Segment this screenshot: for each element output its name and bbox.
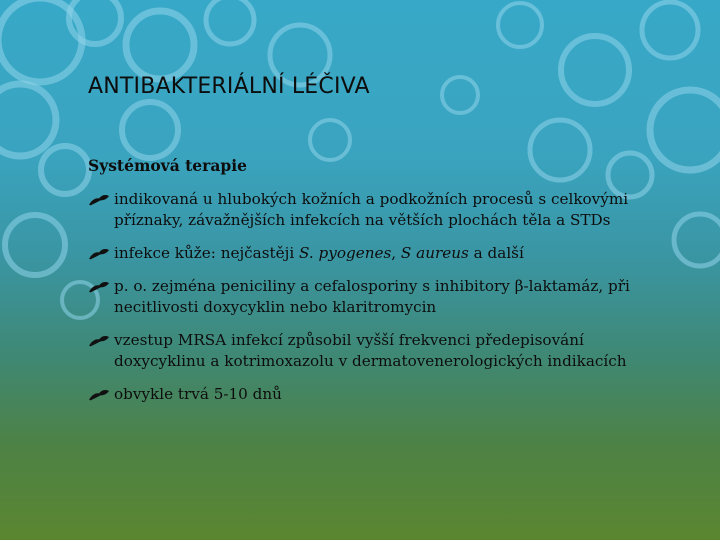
leaf-vine-icon: [88, 247, 110, 261]
decor-circle: [310, 120, 350, 160]
bullet-item: [88, 384, 658, 405]
decor-circle: [442, 77, 478, 113]
slide-title: ANTIBAKTERIÁLNÍ LÉČIVA: [88, 74, 370, 99]
decor-circle: [5, 215, 65, 275]
bullet-text-part: ,: [391, 244, 401, 262]
leaf-vine-icon: [88, 388, 110, 402]
decor-circle: [41, 146, 89, 194]
leaf-vine-icon: [88, 334, 110, 348]
bullet-text-part: infekce kůže: nejčastěji: [114, 244, 300, 262]
decor-circle: [122, 102, 178, 158]
section-heading: Systémová terapie: [88, 156, 247, 175]
decor-circle: [530, 120, 590, 180]
bullet-item: [88, 189, 658, 231]
decor-circle: [650, 90, 720, 170]
bullet-text: obvykle trvá 5-10 dnů: [114, 385, 282, 403]
decor-circle: [674, 214, 720, 266]
decor-circle: [206, 0, 254, 44]
bullet-text: vzestup MRSA infekcí způsobil vyšší frekvenci předepisování doxycyklinu a kotrimoxazolu v dermatovenerologických indikacích: [114, 331, 627, 370]
decor-circle: [498, 3, 542, 47]
organism-name: S. pyogenes: [299, 244, 392, 262]
leaf-vine-icon: [88, 193, 110, 207]
organism-name: S aureus: [400, 244, 469, 262]
bullet-text: indikovaná u hlubokých kožních a podkožních procesů s celkovými příznaky, závažnějších infekcích na větších plochách těla a STDs: [114, 190, 629, 229]
bullet-item: [88, 243, 658, 264]
bullet-text: p. o. zejména peniciliny a cefalosporiny s inhibitory β-laktamáz, při necitlivosti doxycyklin nebo klaritromycin: [114, 277, 630, 316]
decor-circle: [126, 11, 194, 79]
bullet-item: [88, 276, 658, 318]
bullet-list: [88, 189, 658, 417]
decor-circle: [0, 84, 56, 156]
bullet-text: [114, 244, 524, 262]
bullet-text-part: a další: [468, 244, 524, 262]
decor-circle: [642, 2, 698, 58]
leaf-vine-icon: [88, 280, 110, 294]
decor-circle: [561, 36, 629, 104]
bullet-item: [88, 330, 658, 372]
